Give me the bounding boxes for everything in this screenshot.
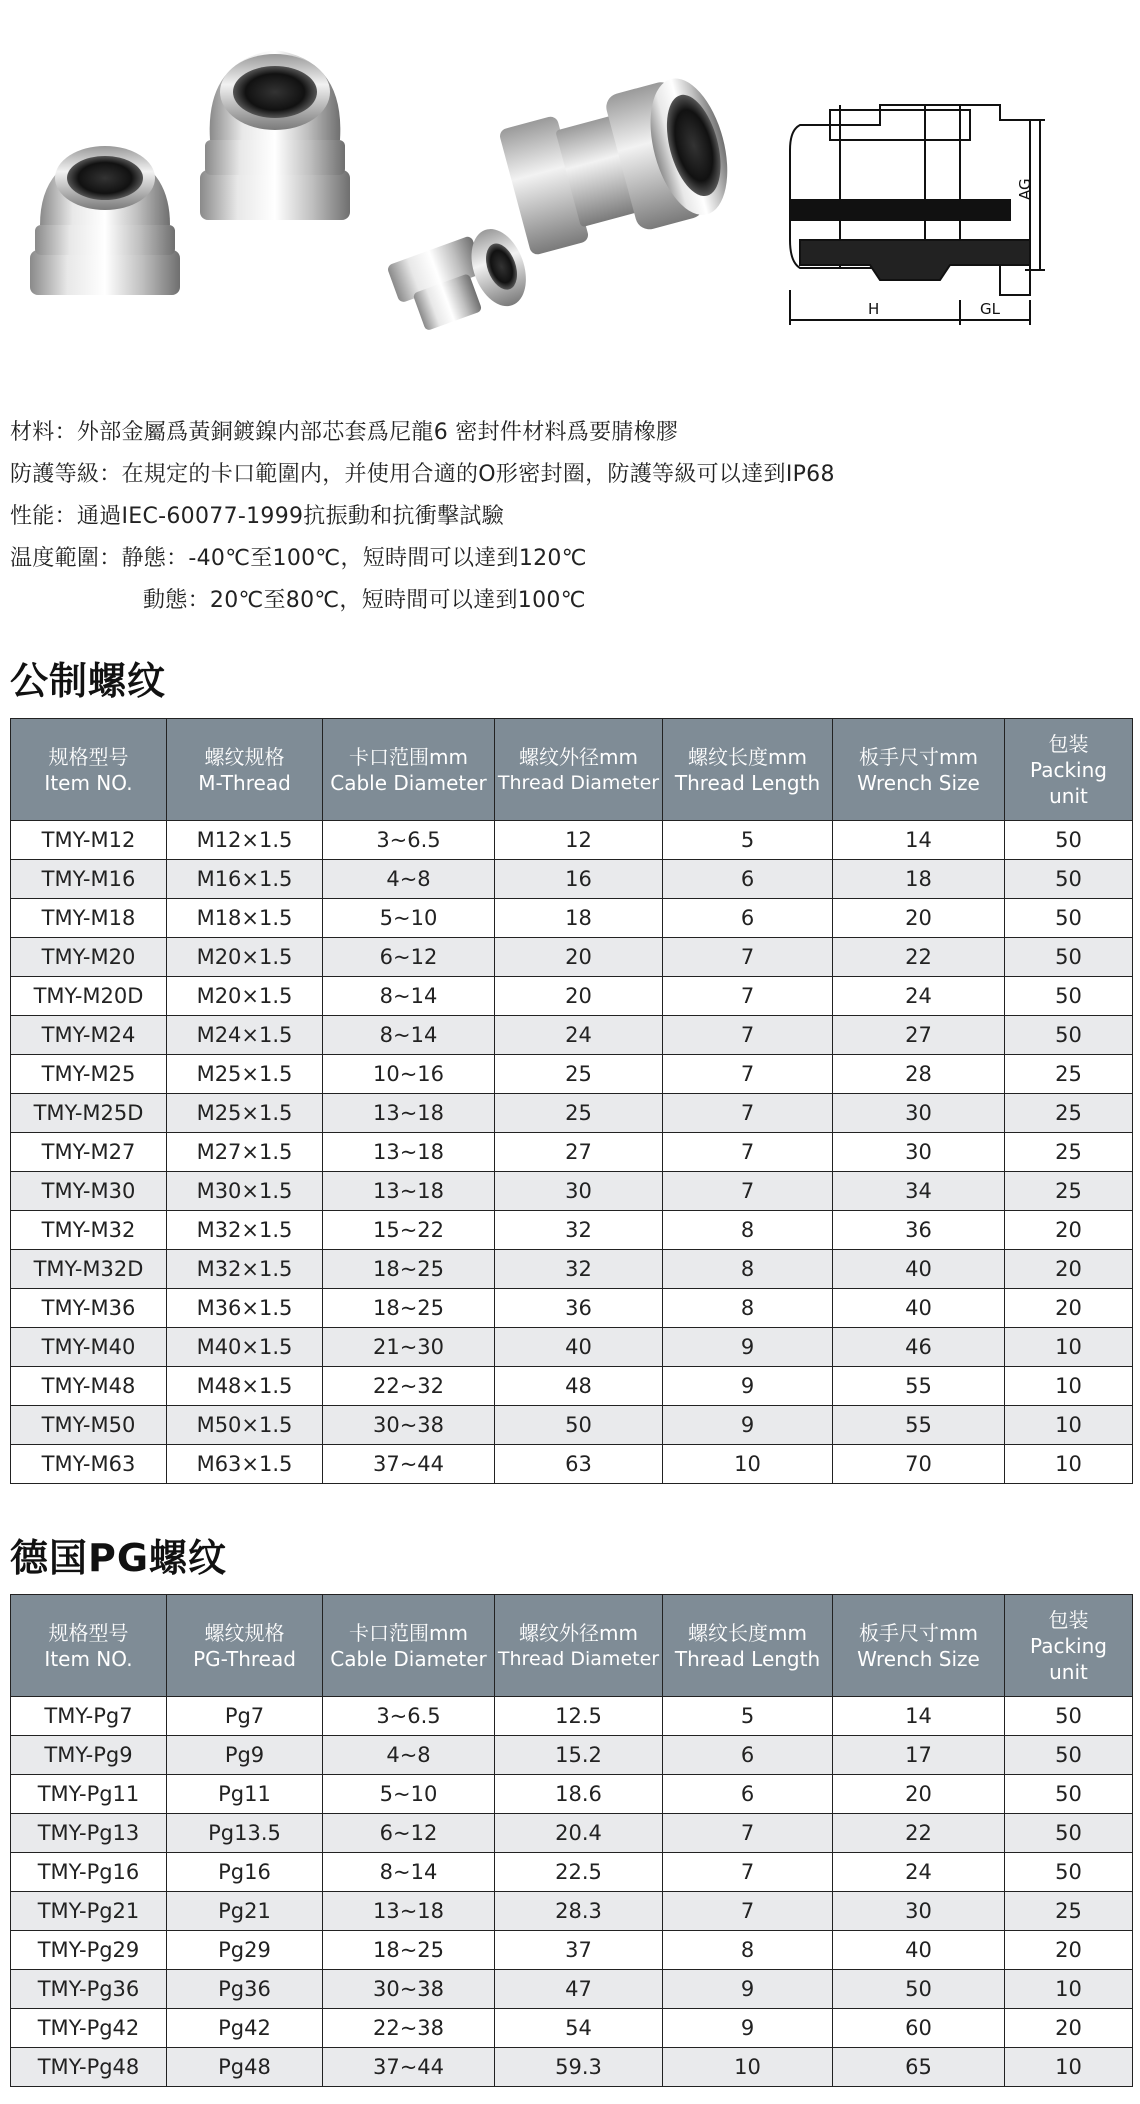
table-cell: 6 [663, 1775, 833, 1814]
table-cell: 13~18 [323, 1094, 495, 1133]
table-cell: 25 [495, 1055, 663, 1094]
table-cell: 37~44 [323, 1445, 495, 1484]
table-cell: 24 [833, 977, 1005, 1016]
table-cell: 27 [495, 1133, 663, 1172]
table-cell: 25 [1005, 1172, 1133, 1211]
table-cell: TMY-M16 [11, 860, 167, 899]
table-cell: 40 [833, 1289, 1005, 1328]
cable-gland-photo-2 [200, 50, 350, 220]
table-cell: 30~38 [323, 1406, 495, 1445]
table-cell: Pg21 [167, 1892, 323, 1931]
table-cell: 10 [1005, 1367, 1133, 1406]
table-cell: 22.5 [495, 1853, 663, 1892]
table-row [11, 899, 1133, 938]
table-cell: M32×1.5 [167, 1250, 323, 1289]
table-cell: 5 [663, 821, 833, 860]
table-cell: 13~18 [323, 1892, 495, 1931]
table-cell: 9 [663, 1406, 833, 1445]
table-cell: 18~25 [323, 1250, 495, 1289]
table-cell: 22 [833, 1814, 1005, 1853]
table-cell: 7 [663, 1133, 833, 1172]
table-cell: 50 [833, 1970, 1005, 2009]
table-cell: M63×1.5 [167, 1445, 323, 1484]
table-cell: 10~16 [323, 1055, 495, 1094]
table-cell: M20×1.5 [167, 977, 323, 1016]
table-cell: 27 [833, 1016, 1005, 1055]
table-cell: 65 [833, 2048, 1005, 2087]
table-cell: 13~18 [323, 1133, 495, 1172]
table-cell: 18 [833, 860, 1005, 899]
table-cell: 30 [495, 1172, 663, 1211]
table-cell: TMY-M50 [11, 1406, 167, 1445]
column-header-en2: unit [1049, 1659, 1088, 1684]
table-cell: 25 [1005, 1133, 1133, 1172]
column-header [663, 1595, 833, 1697]
table-row [11, 1328, 1133, 1367]
table-row [11, 938, 1133, 977]
table-cell: 22 [833, 938, 1005, 977]
label-h: H [868, 300, 880, 318]
table-cell: 20 [1005, 2009, 1133, 2048]
table-cell: Pg11 [167, 1775, 323, 1814]
table-cell: 20 [495, 977, 663, 1016]
column-header-cn: 螺纹规格 [204, 744, 285, 769]
table-cell: TMY-Pg7 [11, 1697, 167, 1736]
table-header-row [11, 719, 1133, 821]
table-cell: 22~32 [323, 1367, 495, 1406]
column-header-en: Thread Length [674, 770, 821, 795]
table-row [11, 1289, 1133, 1328]
table-cell: 6 [663, 860, 833, 899]
spec-temp-dynamic: 動態：20℃至80℃，短時間可以達到100℃ [143, 588, 586, 613]
table-row [11, 821, 1133, 860]
table-cell: TMY-Pg36 [11, 1970, 167, 2009]
table-cell: 55 [833, 1406, 1005, 1445]
table-cell: M24×1.5 [167, 1016, 323, 1055]
column-header-cn: 规格型号 [48, 744, 129, 769]
table-cell: M32×1.5 [167, 1211, 323, 1250]
table-cell: 63 [495, 1445, 663, 1484]
column-header-en: Item NO. [44, 770, 133, 795]
table-cell: 7 [663, 1094, 833, 1133]
table-cell: 50 [1005, 899, 1133, 938]
column-header [833, 719, 1005, 821]
table-cell: 6 [663, 1736, 833, 1775]
table-cell: 14 [833, 821, 1005, 860]
table-cell: 54 [495, 2009, 663, 2048]
table-cell: 8~14 [323, 977, 495, 1016]
table-cell: M48×1.5 [167, 1367, 323, 1406]
table-cell: TMY-M24 [11, 1016, 167, 1055]
table-cell: 10 [1005, 1328, 1133, 1367]
table-cell: 37 [495, 1931, 663, 1970]
table-cell: 7 [663, 1055, 833, 1094]
table-row [11, 1931, 1133, 1970]
table-cell: 32 [495, 1211, 663, 1250]
column-header-cn: 包装 [1048, 731, 1089, 756]
table-cell: 36 [833, 1211, 1005, 1250]
table-row [11, 1445, 1133, 1484]
table-cell: TMY-M20 [11, 938, 167, 977]
table-cell: 9 [663, 2009, 833, 2048]
table-row [11, 1172, 1133, 1211]
table-row [11, 1250, 1133, 1289]
label-ag: AG [1016, 178, 1034, 200]
table-cell: 25 [1005, 1055, 1133, 1094]
table-cell: 36 [495, 1289, 663, 1328]
table-cell: TMY-M12 [11, 821, 167, 860]
table-cell: TMY-M25D [11, 1094, 167, 1133]
table-cell: 37~44 [323, 2048, 495, 2087]
spec-material: 材料：外部金屬爲黃銅鍍鎳内部芯套爲尼龍6 密封件材料爲要腈橡膠 [10, 420, 679, 445]
table-cell: M50×1.5 [167, 1406, 323, 1445]
spec-protection: 防護等級：在規定的卡口範圍内，并使用合適的O形密封圈，防護等級可以達到IP68 [10, 462, 835, 487]
column-header-cn: 卡口范围mm [349, 1620, 468, 1645]
table-cell: TMY-M32 [11, 1211, 167, 1250]
table-cell: 6~12 [323, 1814, 495, 1853]
column-header-cn: 包装 [1048, 1607, 1089, 1632]
spec-list [10, 412, 1130, 622]
table-cell: Pg48 [167, 2048, 323, 2087]
table-cell: TMY-M48 [11, 1367, 167, 1406]
table-cell: M18×1.5 [167, 899, 323, 938]
table-cell: TMY-M63 [11, 1445, 167, 1484]
column-header [1005, 719, 1133, 821]
column-header-en: Thread Diameter [497, 771, 660, 794]
table-cell: Pg36 [167, 1970, 323, 2009]
table-cell: TMY-Pg13 [11, 1814, 167, 1853]
table-cell: M16×1.5 [167, 860, 323, 899]
table-cell: TMY-M32D [11, 1250, 167, 1289]
table-cell: 14 [833, 1697, 1005, 1736]
table-cell: 50 [1005, 1853, 1133, 1892]
table-cell: 7 [663, 977, 833, 1016]
table-cell: 7 [663, 1892, 833, 1931]
cable-gland-photo-1 [30, 146, 180, 295]
table-cell: 7 [663, 1814, 833, 1853]
table-row [11, 2048, 1133, 2087]
table-cell: Pg7 [167, 1697, 323, 1736]
table-cell: TMY-Pg29 [11, 1931, 167, 1970]
column-header [833, 1595, 1005, 1697]
table-cell: 50 [1005, 1814, 1133, 1853]
column-header-en: Packing [1030, 757, 1107, 782]
column-header [323, 1595, 495, 1697]
pg-thread-table [10, 1594, 1133, 2087]
column-header-cn: 螺纹外径mm [519, 1620, 638, 1645]
table-cell: M40×1.5 [167, 1328, 323, 1367]
column-header [495, 1595, 663, 1697]
table-cell: TMY-Pg21 [11, 1892, 167, 1931]
table-cell: 30 [833, 1133, 1005, 1172]
table-cell: 30 [833, 1892, 1005, 1931]
product-illustration [0, 0, 1140, 370]
table-cell: 50 [1005, 977, 1133, 1016]
table-cell: 16 [495, 860, 663, 899]
table-cell: M30×1.5 [167, 1172, 323, 1211]
table-cell: Pg13.5 [167, 1814, 323, 1853]
column-header-cn: 规格型号 [48, 1620, 129, 1645]
table-cell: 10 [1005, 1445, 1133, 1484]
column-header [495, 719, 663, 821]
table-cell: 5~10 [323, 899, 495, 938]
table-cell: 10 [1005, 2048, 1133, 2087]
table-cell: 8 [663, 1250, 833, 1289]
table-cell: 50 [1005, 860, 1133, 899]
column-header-en: Cable Diameter [330, 1646, 487, 1671]
table-cell: 8 [663, 1211, 833, 1250]
table-row [11, 1892, 1133, 1931]
column-header-en: Item NO. [44, 1646, 133, 1671]
table-cell: TMY-M27 [11, 1133, 167, 1172]
table-cell: 3~6.5 [323, 1697, 495, 1736]
table-cell: 10 [1005, 1406, 1133, 1445]
table-cell: M25×1.5 [167, 1055, 323, 1094]
column-header-en2: unit [1049, 783, 1088, 808]
table-cell: 8~14 [323, 1016, 495, 1055]
table-cell: 47 [495, 1970, 663, 2009]
table-cell: 15.2 [495, 1736, 663, 1775]
table-cell: 9 [663, 1367, 833, 1406]
table-cell: Pg16 [167, 1853, 323, 1892]
table-cell: 12 [495, 821, 663, 860]
cable-gland-photo-3 [386, 221, 536, 341]
table-row [11, 1055, 1133, 1094]
column-header-en: Packing [1030, 1633, 1107, 1658]
table-cell: M27×1.5 [167, 1133, 323, 1172]
table-cell: 60 [833, 2009, 1005, 2048]
column-header-cn: 螺纹长度mm [688, 1620, 807, 1645]
table-cell: 5 [663, 1697, 833, 1736]
table-row [11, 1814, 1133, 1853]
table-cell: 13~18 [323, 1172, 495, 1211]
table-cell: 25 [1005, 1892, 1133, 1931]
table-cell: 21~30 [323, 1328, 495, 1367]
table-cell: 3~6.5 [323, 821, 495, 860]
table-cell: 7 [663, 1172, 833, 1211]
column-header-en: M-Thread [198, 770, 291, 795]
table-cell: 20.4 [495, 1814, 663, 1853]
table-row [11, 977, 1133, 1016]
table-cell: 55 [833, 1367, 1005, 1406]
table-cell: 34 [833, 1172, 1005, 1211]
table-cell: TMY-M20D [11, 977, 167, 1016]
table-cell: 6 [663, 899, 833, 938]
table-cell: 8~14 [323, 1853, 495, 1892]
table-cell: 9 [663, 1970, 833, 2009]
table-row [11, 2009, 1133, 2048]
dimension-drawing [790, 105, 1045, 325]
column-header [1005, 1595, 1133, 1697]
table-cell: 7 [663, 1853, 833, 1892]
table-row [11, 1133, 1133, 1172]
table-cell: TMY-M36 [11, 1289, 167, 1328]
table-cell: 10 [663, 1445, 833, 1484]
table-cell: 30 [833, 1094, 1005, 1133]
table-row [11, 860, 1133, 899]
table-cell: 4~8 [323, 860, 495, 899]
table-cell: TMY-Pg16 [11, 1853, 167, 1892]
column-header [323, 719, 495, 821]
column-header-en: Cable Diameter [330, 770, 487, 795]
table-cell: 7 [663, 1016, 833, 1055]
table-cell: 20 [833, 1775, 1005, 1814]
table-cell: Pg42 [167, 2009, 323, 2048]
table-cell: 50 [1005, 821, 1133, 860]
table-cell: 40 [833, 1250, 1005, 1289]
table-cell: 9 [663, 1328, 833, 1367]
table-cell: TMY-M40 [11, 1328, 167, 1367]
table-cell: 20 [1005, 1211, 1133, 1250]
table-row [11, 1406, 1133, 1445]
table-cell: 28.3 [495, 1892, 663, 1931]
label-gl: GL [980, 300, 1000, 318]
table-cell: M20×1.5 [167, 938, 323, 977]
table-cell: 32 [495, 1250, 663, 1289]
table-cell: 48 [495, 1367, 663, 1406]
table-cell: 20 [833, 899, 1005, 938]
column-header-en: Thread Length [674, 1646, 821, 1671]
table-cell: Pg29 [167, 1931, 323, 1970]
table-row [11, 1775, 1133, 1814]
table-cell: 50 [1005, 938, 1133, 977]
metric-thread-table [10, 718, 1133, 1484]
table-cell: 20 [495, 938, 663, 977]
table-cell: 8 [663, 1289, 833, 1328]
table-cell: 18.6 [495, 1775, 663, 1814]
table-cell: 8 [663, 1931, 833, 1970]
table-header-row [11, 1595, 1133, 1697]
table-row [11, 1736, 1133, 1775]
product-photo-area [0, 0, 1140, 370]
column-header-cn: 板手尺寸mm [859, 744, 978, 769]
table-cell: M36×1.5 [167, 1289, 323, 1328]
table-row [11, 1697, 1133, 1736]
column-header-cn: 螺纹长度mm [688, 744, 807, 769]
table-cell: Pg9 [167, 1736, 323, 1775]
table-row [11, 1853, 1133, 1892]
table-row [11, 1016, 1133, 1055]
spec-temp-dynamic-row [10, 580, 1130, 622]
table-cell: 24 [833, 1853, 1005, 1892]
column-header [11, 1595, 167, 1697]
table-cell: 17 [833, 1736, 1005, 1775]
table-cell: 18 [495, 899, 663, 938]
table-cell: 24 [495, 1016, 663, 1055]
table-cell: 30~38 [323, 1970, 495, 2009]
column-header-en: Thread Diameter [497, 1647, 660, 1670]
table-cell: 15~22 [323, 1211, 495, 1250]
table-cell: TMY-M18 [11, 899, 167, 938]
table-cell: 50 [495, 1406, 663, 1445]
column-header [167, 719, 323, 821]
column-header [167, 1595, 323, 1697]
spec-temp-static: 温度範圍：静態：-40℃至100℃，短時間可以達到120℃ [10, 546, 587, 571]
table-cell: 10 [1005, 1970, 1133, 2009]
table-cell: TMY-Pg42 [11, 2009, 167, 2048]
table-row [11, 1970, 1133, 2009]
table-row [11, 1094, 1133, 1133]
table-cell: 22~38 [323, 2009, 495, 2048]
cable-gland-photo-4 [497, 70, 741, 261]
table-cell: 20 [1005, 1289, 1133, 1328]
table-cell: TMY-Pg11 [11, 1775, 167, 1814]
column-header [663, 719, 833, 821]
table-cell: TMY-M25 [11, 1055, 167, 1094]
table-row [11, 1367, 1133, 1406]
table-cell: 4~8 [323, 1736, 495, 1775]
metric-section-title: 公制螺纹 [10, 659, 167, 703]
column-header-en: PG-Thread [193, 1646, 296, 1671]
table-cell: 6~12 [323, 938, 495, 977]
table-cell: 50 [1005, 1736, 1133, 1775]
spec-performance: 性能：通過IEC-60077-1999抗振動和抗衝擊試驗 [10, 504, 505, 529]
table-cell: M25×1.5 [167, 1094, 323, 1133]
table-cell: 5~10 [323, 1775, 495, 1814]
table-cell: 7 [663, 938, 833, 977]
column-header-cn: 螺纹外径mm [519, 744, 638, 769]
table-cell: 25 [495, 1094, 663, 1133]
table-cell: 25 [1005, 1094, 1133, 1133]
table-cell: 20 [1005, 1931, 1133, 1970]
column-header-en: Wrench Size [857, 770, 980, 795]
column-header-cn: 板手尺寸mm [859, 1620, 978, 1645]
table-cell: 50 [1005, 1775, 1133, 1814]
table-cell: 18~25 [323, 1289, 495, 1328]
table-cell: 59.3 [495, 2048, 663, 2087]
column-header [11, 719, 167, 821]
table-cell: TMY-M30 [11, 1172, 167, 1211]
table-cell: 50 [1005, 1016, 1133, 1055]
table-cell: 70 [833, 1445, 1005, 1484]
table-cell: 20 [1005, 1250, 1133, 1289]
table-cell: 12.5 [495, 1697, 663, 1736]
table-cell: 18~25 [323, 1931, 495, 1970]
table-cell: M12×1.5 [167, 821, 323, 860]
table-cell: 40 [833, 1931, 1005, 1970]
table-cell: 50 [1005, 1697, 1133, 1736]
table-row [11, 1211, 1133, 1250]
table-cell: TMY-Pg9 [11, 1736, 167, 1775]
table-cell: 40 [495, 1328, 663, 1367]
table-cell: 28 [833, 1055, 1005, 1094]
pg-section-title: 德国PG螺纹 [10, 1536, 228, 1580]
column-header-cn: 卡口范围mm [349, 744, 468, 769]
table-cell: 46 [833, 1328, 1005, 1367]
column-header-en: Wrench Size [857, 1646, 980, 1671]
table-cell: 10 [663, 2048, 833, 2087]
table-cell: TMY-Pg48 [11, 2048, 167, 2087]
column-header-cn: 螺纹规格 [204, 1620, 285, 1645]
